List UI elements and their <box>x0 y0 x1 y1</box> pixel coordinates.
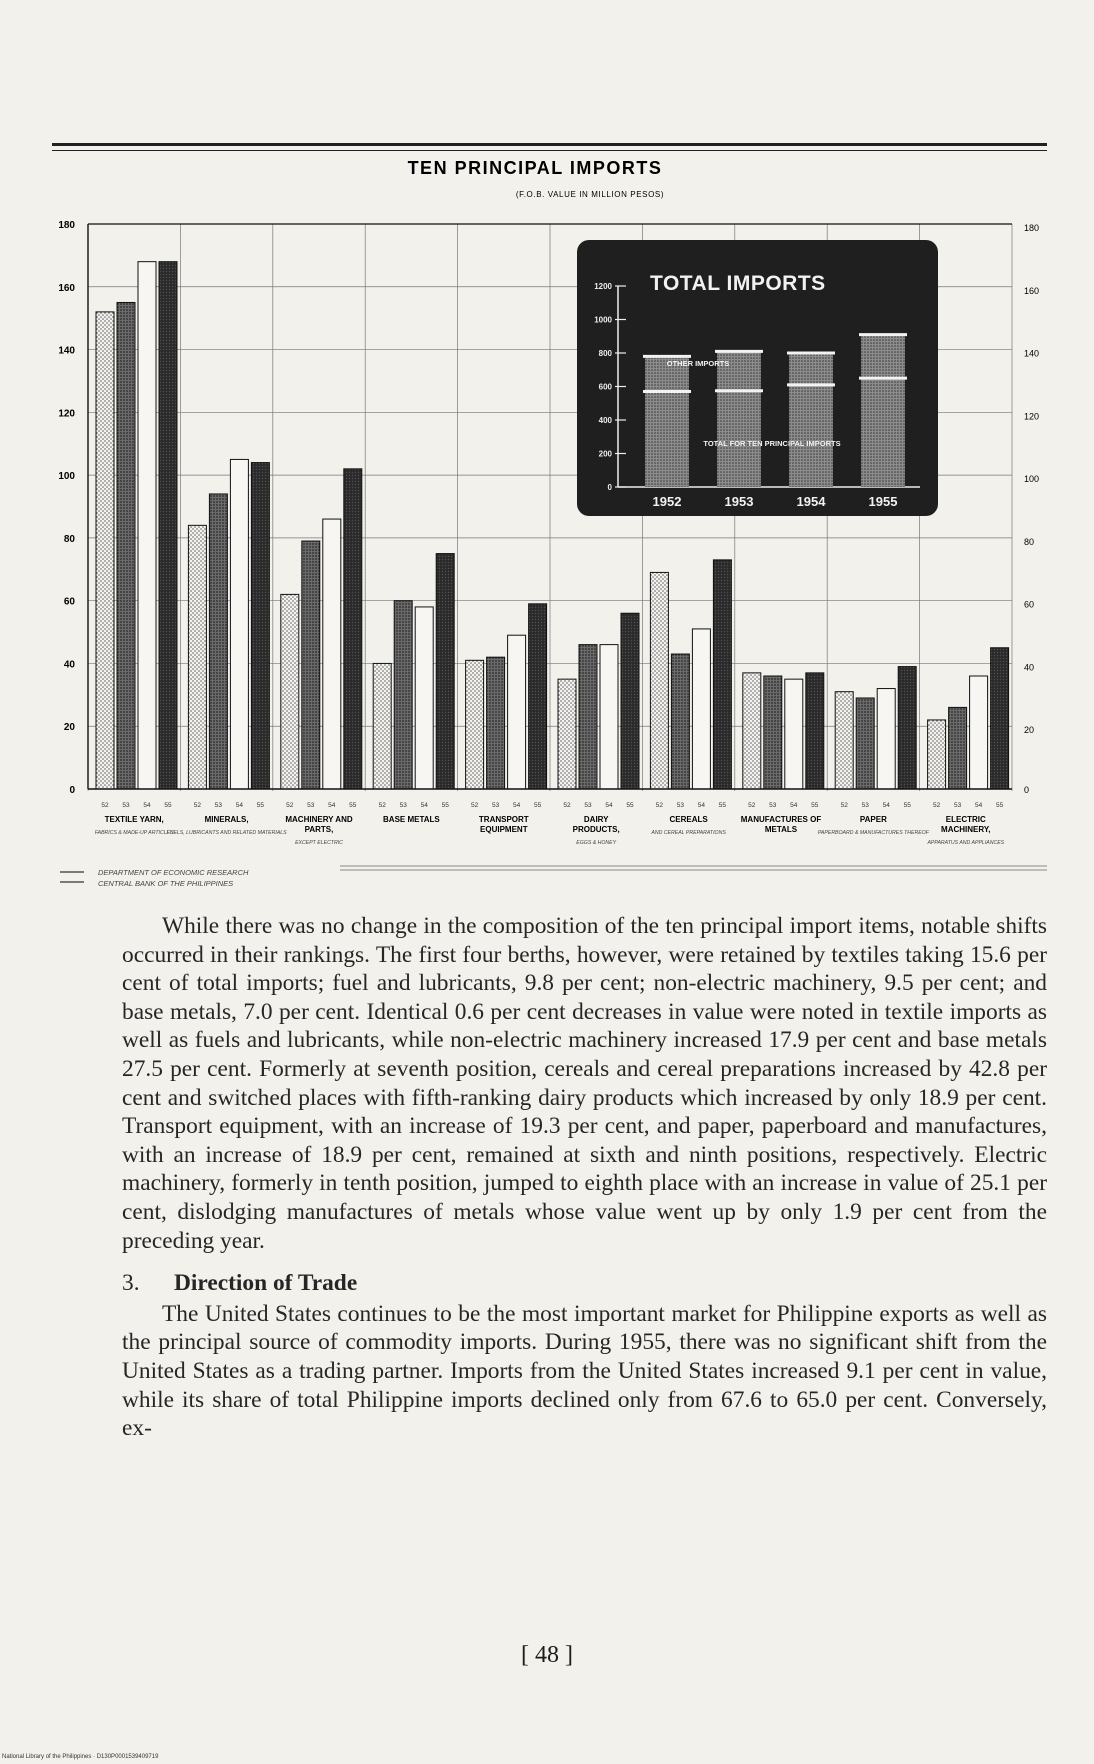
inset-year-label: 1955 <box>868 494 898 509</box>
year-tick-label: 54 <box>328 802 336 809</box>
category-sublabel: APPARATUS AND APPLIANCES <box>927 840 1005 846</box>
inset-y-tick-label: 0 <box>607 483 612 492</box>
bar <box>508 635 526 789</box>
year-tick-label: 55 <box>626 802 634 809</box>
bar <box>743 673 761 789</box>
category-sublabel: EGGS & HONEY <box>576 840 617 846</box>
year-tick-label: 52 <box>378 802 386 809</box>
year-tick-label: 53 <box>399 802 407 809</box>
year-tick-label: 54 <box>974 802 983 809</box>
category-sublabel: EXCEPT ELECTRIC <box>295 840 343 846</box>
y-tick-label-right: 0 <box>1024 785 1030 795</box>
bar <box>806 673 824 789</box>
bar <box>877 689 895 789</box>
bar <box>96 312 114 789</box>
inset-bar-total <box>861 335 905 487</box>
year-tick-label: 54 <box>697 802 706 809</box>
y-tick-label-right: 100 <box>1024 474 1040 485</box>
y-tick-label-left: 180 <box>58 220 75 231</box>
bar <box>394 601 412 789</box>
category-label: TRANSPORT <box>478 815 529 824</box>
library-footer: National Library of the Philippines · D130P0001539409719 <box>2 1754 159 1760</box>
y-tick-label-right: 20 <box>1024 725 1035 736</box>
bar <box>835 692 853 789</box>
bar <box>230 459 248 789</box>
bar <box>650 572 668 789</box>
year-tick-label: 54 <box>512 802 521 809</box>
y-tick-label-left: 160 <box>58 282 75 294</box>
year-tick-label: 53 <box>861 802 869 809</box>
bar <box>487 657 505 789</box>
year-tick-label: 55 <box>811 802 819 809</box>
chart-subtitle: (F.O.B. VALUE IN MILLION PESOS) <box>515 190 665 199</box>
y-axis-left-ticks <box>58 220 75 796</box>
source-line-1: DEPARTMENT OF ECONOMIC RESEARCH <box>98 868 249 877</box>
category-label: ELECTRIC <box>945 815 986 824</box>
year-tick-label: 54 <box>605 802 613 809</box>
bar <box>558 679 576 789</box>
category-label: PRODUCTS, <box>572 825 620 834</box>
category-label: MINERALS, <box>204 815 249 824</box>
inset-title: TOTAL IMPORTS <box>650 272 826 295</box>
bar <box>159 262 177 789</box>
year-tick-label: 53 <box>676 802 685 809</box>
inset-y-tick-label: 600 <box>598 382 612 392</box>
inset-y-tick-label: 1200 <box>594 282 612 291</box>
source-line-2: CENTRAL BANK OF THE PHILIPPINES <box>98 879 234 888</box>
year-tick-label: 54 <box>882 802 890 809</box>
year-tick-label: 52 <box>563 802 571 809</box>
inset-year-label: 1952 <box>652 494 682 509</box>
y-tick-label-left: 140 <box>58 345 75 357</box>
bar <box>621 613 639 789</box>
bar <box>373 663 391 789</box>
inset-bar-total <box>645 356 689 487</box>
bar <box>856 698 874 789</box>
inset-y-tick-label: 1000 <box>594 315 612 325</box>
year-tick-label: 55 <box>718 802 727 809</box>
y-tick-label-right: 140 <box>1024 348 1040 359</box>
inset-y-tick-label: 200 <box>598 449 612 459</box>
year-tick-label: 55 <box>164 802 172 809</box>
inset-label-other: OTHER IMPORTS <box>666 359 730 368</box>
bar <box>579 645 597 789</box>
category-label: CEREALS <box>669 815 708 824</box>
y-tick-label-right: 180 <box>1024 223 1040 233</box>
y-tick-label-left: 60 <box>63 596 75 608</box>
y-tick-label-right: 120 <box>1024 411 1040 422</box>
bar <box>671 654 689 789</box>
year-tick-label: 55 <box>995 802 1004 809</box>
y-tick-label-left: 40 <box>63 659 75 671</box>
category-sublabel: FUELS, LUBRICANTS AND RELATED MATERIALS <box>166 830 287 836</box>
bar <box>251 463 269 789</box>
bar <box>466 660 484 789</box>
inset-bar-total <box>789 353 833 487</box>
source-note <box>60 866 1047 888</box>
category-label: TEXTILE YARN, <box>104 815 164 824</box>
bar <box>188 525 206 789</box>
page-number: [ 48 ] <box>521 1642 573 1668</box>
year-tick-label: 55 <box>903 802 911 809</box>
category-label: EQUIPMENT <box>480 825 528 834</box>
bar <box>970 676 988 789</box>
category-sublabel: PAPERBOARD & MANUFACTURES THEREOF <box>817 830 929 836</box>
category-label: MACHINERY AND <box>285 815 353 824</box>
bar <box>281 594 299 789</box>
category-label: MANUFACTURES OF <box>740 815 822 824</box>
bar <box>436 554 454 789</box>
year-tick-label: 54 <box>420 802 428 809</box>
y-tick-label-left: 120 <box>58 408 75 420</box>
y-tick-label-right: 160 <box>1024 285 1040 296</box>
section-heading <box>122 1269 1047 1298</box>
year-tick-label: 55 <box>441 802 449 809</box>
bar <box>764 676 782 789</box>
total-imports-inset <box>577 240 938 516</box>
bar <box>600 645 618 789</box>
inset-year-label: 1953 <box>724 494 754 509</box>
year-tick-label: 53 <box>491 802 500 809</box>
year-tick-label: 53 <box>214 802 223 809</box>
bar <box>302 541 320 789</box>
year-tick-label: 54 <box>143 802 151 809</box>
year-tick-label: 53 <box>307 802 315 809</box>
inset-y-tick-label: 400 <box>598 416 612 425</box>
section-title: Direction of Trade <box>174 1270 358 1297</box>
year-tick-label: 52 <box>748 802 756 809</box>
year-tick-label: 53 <box>122 802 130 809</box>
category-label: DAIRY <box>583 815 609 824</box>
year-tick-label: 53 <box>584 802 592 809</box>
year-tick-label: 54 <box>790 802 798 809</box>
inset-y-tick-label: 800 <box>598 349 612 358</box>
year-tick-label: 52 <box>840 802 848 809</box>
bar <box>323 519 341 789</box>
section-number: 3. <box>122 1270 140 1297</box>
category-label: MACHINERY, <box>941 825 991 834</box>
year-tick-label: 52 <box>655 802 664 809</box>
year-tick-label: 52 <box>193 802 202 809</box>
y-tick-label-left: 0 <box>69 785 75 796</box>
chart-title: TEN PRINCIPAL IMPORTS <box>407 158 663 178</box>
category-label: BASE METALS <box>383 815 440 824</box>
y-tick-label-right: 60 <box>1024 599 1035 610</box>
bar <box>138 262 156 789</box>
year-tick-label: 55 <box>349 802 357 809</box>
bar <box>785 679 803 789</box>
year-tick-label: 55 <box>256 802 265 809</box>
year-tick-label: 54 <box>235 802 244 809</box>
category-label: PAPER <box>859 815 887 824</box>
inset-label-ten: TOTAL FOR TEN PRINCIPAL IMPORTS <box>703 439 841 448</box>
y-tick-label-right: 80 <box>1024 536 1035 547</box>
paragraph-direction-of-trade: The United States continues to be the most important market for Philippine exports as well as the principal source of commodity imports. During 1955, there was no significant shift from the United States as a trading partner. Imports from the United States increased 9.1 per cent in value, while its share of total Philippine imports declined only from 67.6 to 65.0 per cent. Conversely, ex- <box>122 1300 1047 1442</box>
y-axis-right-ticks <box>1024 223 1039 795</box>
category-sublabel: FABRICS & MADE-UP ARTICLES <box>94 830 174 836</box>
year-tick-label: 52 <box>932 802 941 809</box>
bar <box>991 648 1009 789</box>
bar <box>949 707 967 789</box>
bar <box>898 667 916 789</box>
bar <box>344 469 362 789</box>
bar <box>117 302 135 789</box>
year-tick-label: 52 <box>470 802 479 809</box>
y-tick-label-left: 100 <box>58 471 75 483</box>
bar <box>713 560 731 789</box>
bar <box>928 720 946 789</box>
year-tick-label: 55 <box>533 802 542 809</box>
inset-year-label: 1954 <box>796 494 826 509</box>
category-label: PARTS, <box>304 825 334 834</box>
bar <box>415 607 433 789</box>
paragraph-rankings: While there was no change in the composition of the ten principal import items, notable shifts occurred in their rankings. The first four berths, however, were retained by textiles taking 15.6 per cent of total imports; fuel and lubricants, 9.8 per cent; non-electric machinery, 9.5 per cent; and base metals, 7.0 per cent. Identical 0.6 per cent decreases in value were noted in textile imports as well as fuels and lubricants, while non-electric machinery increased 17.9 per cent and base metals 27.5 per cent. Formerly at seventh position, cereals and cereal preparations increased by 42.8 per cent and switched places with fifth-ranking dairy products which increased by only 18.9 per cent. Transport equipment, with an increase of 19.3 per cent, and paper, paperboard and manufactures, with an increase of 18.9 per cent, remained at sixth and ninth positions, respectively. Electric machinery, formerly in tenth position, jumped to eighth place with an increase in value of 25.1 per cent, dislodging manufactures of metals whose value went up by only 1.9 per cent from the preceding year. <box>122 913 1047 1254</box>
inset-bar-total <box>717 351 761 487</box>
year-tick-label: 53 <box>953 802 962 809</box>
y-tick-label-left: 20 <box>63 722 75 734</box>
category-label: METALS <box>764 825 798 834</box>
year-tick-label: 52 <box>286 802 294 809</box>
bar <box>692 629 710 789</box>
y-tick-label-right: 40 <box>1024 662 1035 673</box>
body-text <box>122 912 1047 1443</box>
category-sublabel: AND CEREAL PREPARATIONS <box>651 830 726 836</box>
year-tick-label: 52 <box>101 802 109 809</box>
year-tick-label: 53 <box>769 802 777 809</box>
y-tick-label-left: 80 <box>63 533 75 545</box>
bar <box>529 604 547 789</box>
bar <box>209 494 227 789</box>
category-labels <box>95 802 1005 846</box>
